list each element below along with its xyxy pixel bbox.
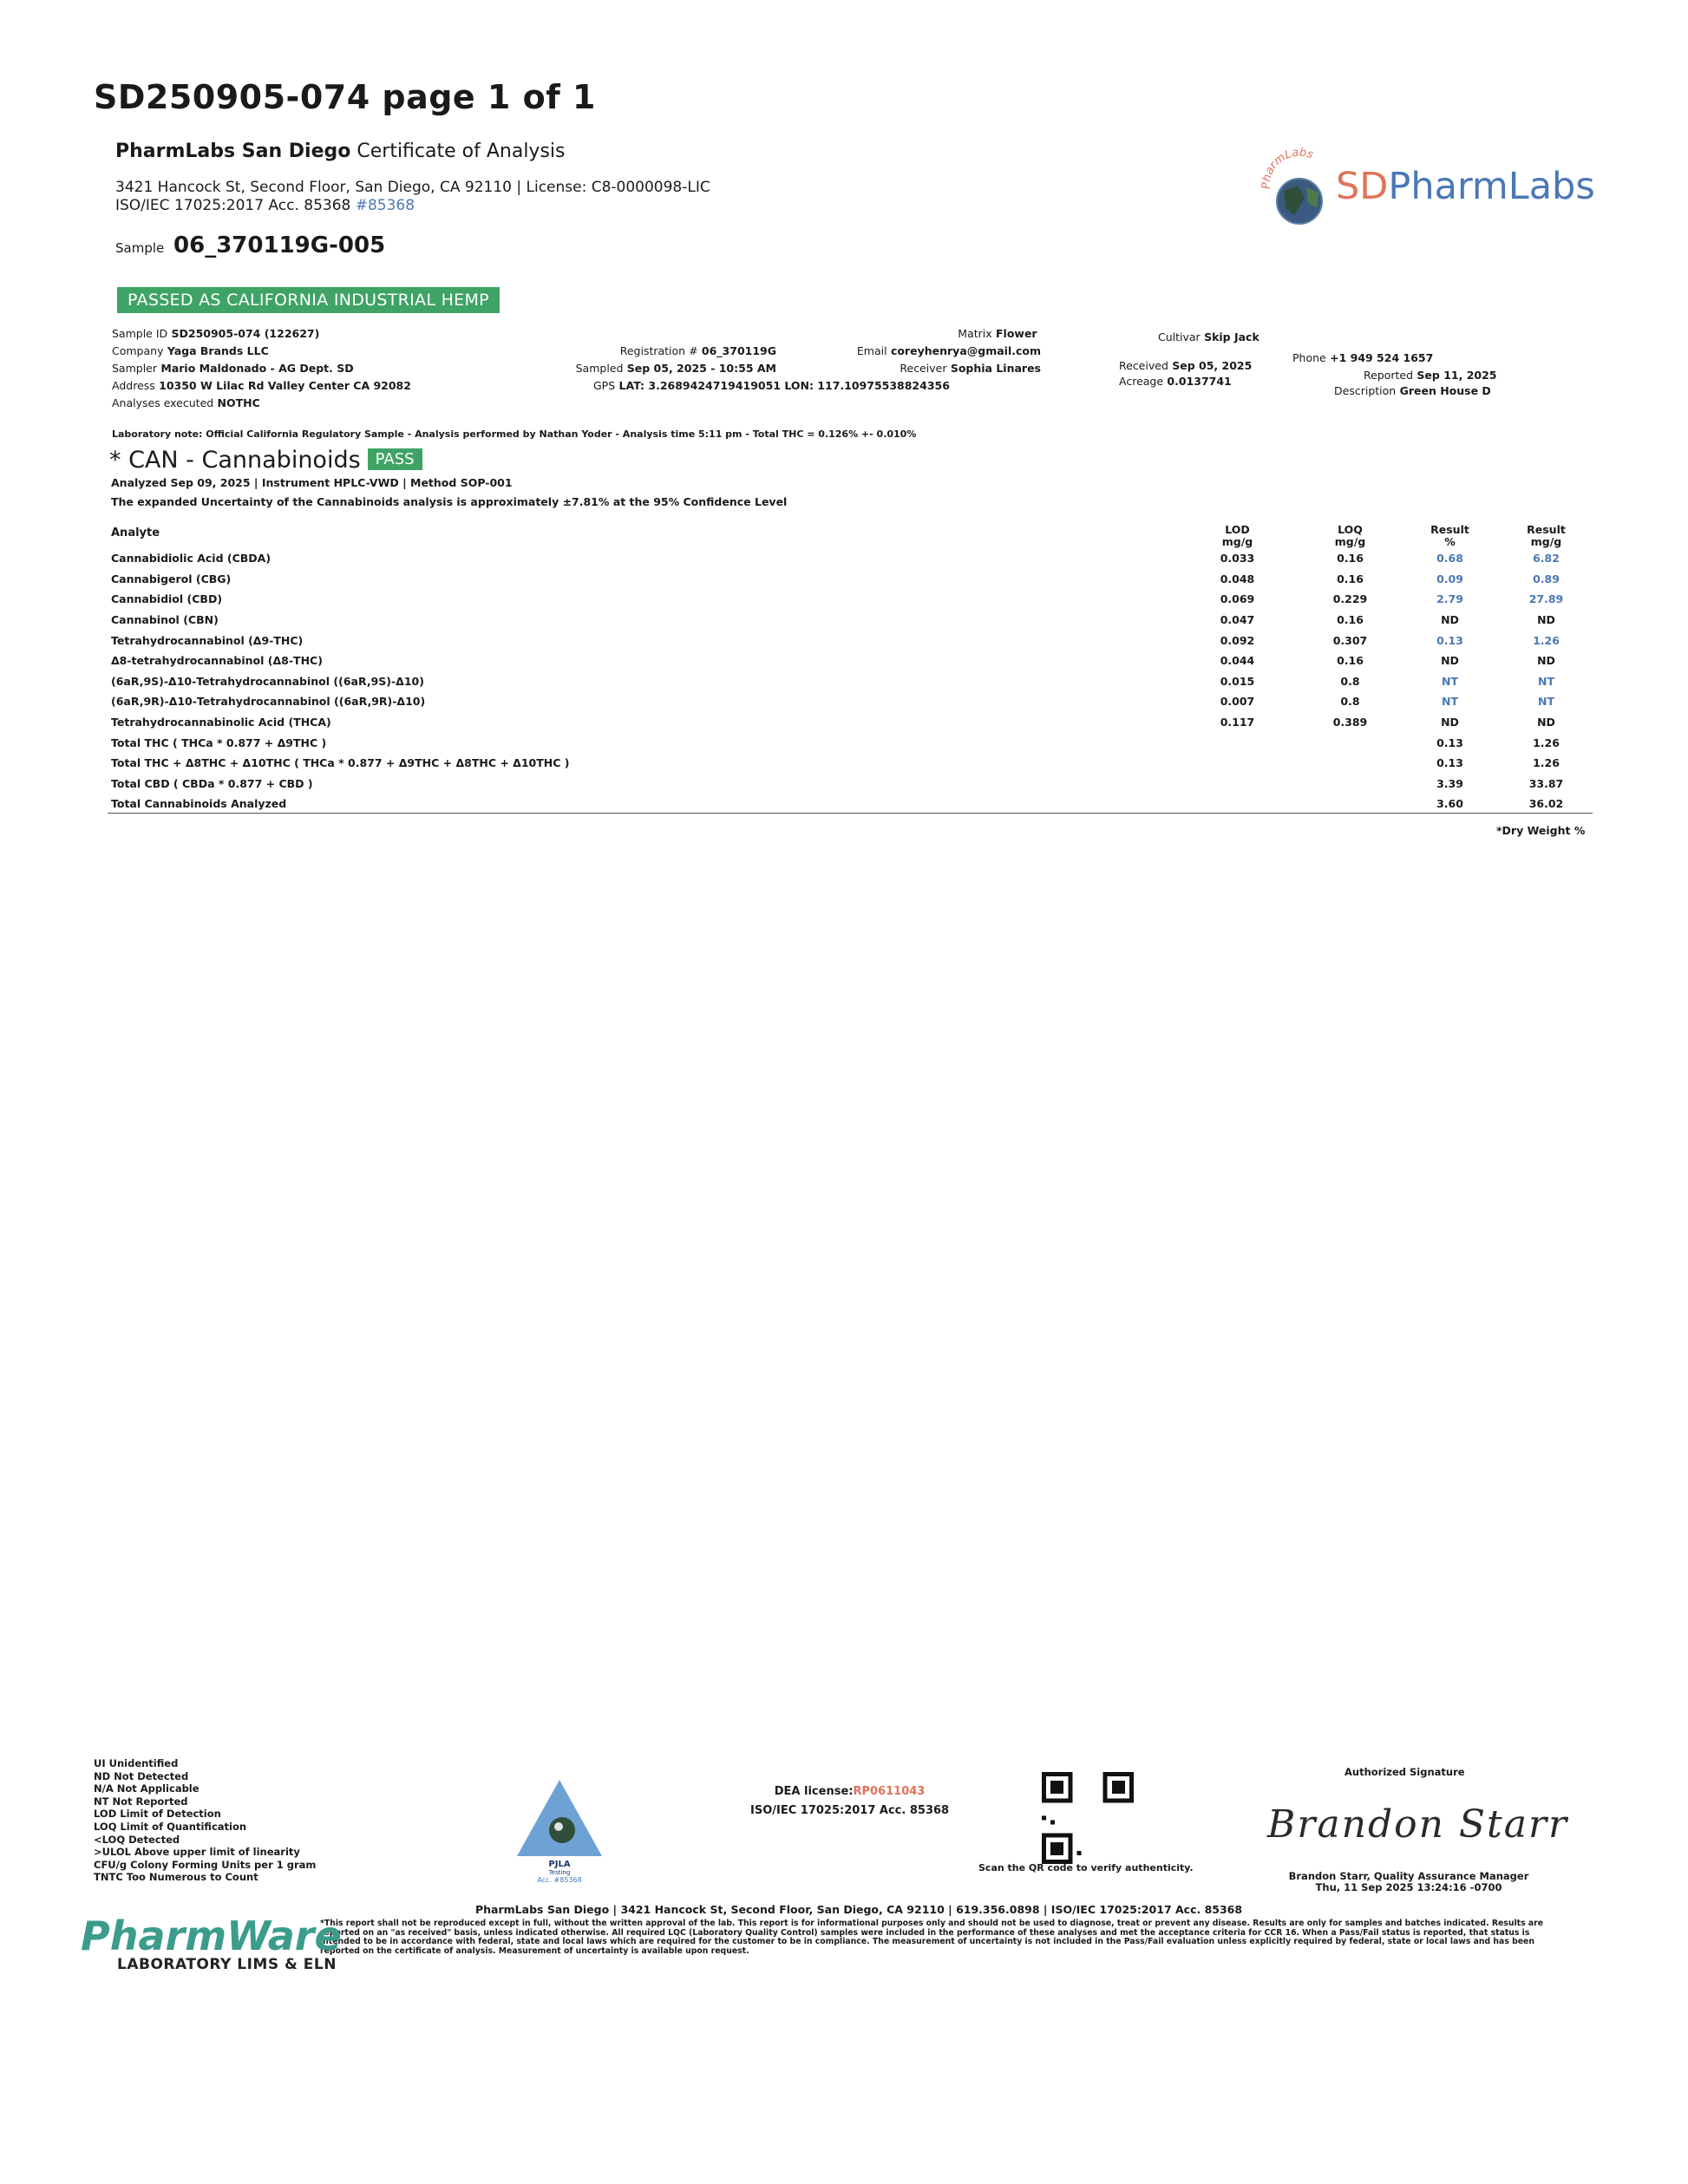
totals-row bbox=[108, 794, 1593, 814]
pharmware-logo bbox=[81, 1913, 342, 1973]
loq-value: 0.16 bbox=[1337, 552, 1364, 566]
sdpharmlabs-logo bbox=[1259, 147, 1598, 234]
total-name: Total THC ( THCa * 0.877 + Δ9THC ) bbox=[111, 736, 327, 749]
uncertainty-note: The expanded Uncertainty of the Cannabinoids analysis is approximately ±7.81% at the 95% Confidence Level bbox=[111, 495, 788, 508]
loq-value: 0.389 bbox=[1332, 716, 1368, 729]
legend-item: CFU/g Colony Forming Units per 1 gram bbox=[94, 1858, 317, 1871]
description: Green House D bbox=[1399, 384, 1491, 397]
legend-item: ND Not Detected bbox=[94, 1769, 189, 1782]
lod-value: 0.044 bbox=[1220, 654, 1255, 668]
result-mg-value: ND bbox=[1537, 654, 1555, 668]
dea-license-code: RP0611043 bbox=[853, 1785, 926, 1798]
table-row bbox=[108, 610, 1593, 631]
sampler: Mario Maldonado - AG Dept. SD bbox=[160, 362, 354, 375]
handwritten-signature: Brandon Starr bbox=[1267, 1802, 1569, 1847]
lab-address-block bbox=[115, 179, 710, 215]
analyte-name: Tetrahydrocannabinolic Acid (THCA) bbox=[111, 716, 331, 729]
footer-address: PharmLabs San Diego | 3421 Hancock St, Second Floor, San Diego, CA 92110 | 619.356.0898 | ISO/IEC 17025:2017 Acc. 85368 bbox=[475, 1903, 1243, 1916]
registration-number: 06_370119G bbox=[701, 344, 776, 357]
total-mg-value: 33.87 bbox=[1528, 776, 1564, 790]
analyte-name: (6aR,9R)-Δ10-Tetrahydrocannabinol ((6aR,9R)-Δ10) bbox=[111, 695, 426, 709]
sample-info-col2-labels: Registration # 06_370119G Sampled Sep 05, 2025 - 10:55 AM bbox=[575, 344, 776, 375]
hemp-pass-banner: PASSED AS CALIFORNIA INDUSTRIAL HEMP bbox=[117, 287, 500, 313]
sample-info-col4: Cultivar Skip Jack Received Sep 05, 2025 Acreage 0.0137741 bbox=[1119, 330, 1259, 388]
gps-line: GPS LAT: 3.2689424719419051 LON: 117.10975538824356 bbox=[593, 379, 950, 392]
table-header-row bbox=[108, 519, 1593, 548]
sample-info-col1: Sample ID SD250905-074 (122627) Company Yaga Brands LLC Sampler Mario Maldonado - AG Dept. SD Address 10350 W Lilac Rd Valley Center CA 92082 Analyses executed NOTHC bbox=[112, 327, 411, 409]
table-row bbox=[108, 712, 1593, 733]
legend-item: >ULOL Above upper limit of linearity bbox=[94, 1846, 300, 1859]
qr-code-icon[interactable] bbox=[1042, 1772, 1134, 1864]
lod-value: 0.069 bbox=[1220, 592, 1255, 606]
reported-date: Sep 11, 2025 bbox=[1416, 369, 1497, 382]
legend-item: N/A Not Applicable bbox=[94, 1782, 200, 1795]
logo-wordmark: SDPharmLabs bbox=[1336, 165, 1595, 208]
sample-label: Sample bbox=[115, 240, 165, 256]
sample-info-col3: Matrix Flower Email coreyhenrya@gmail.com Receiver Sophia Linares bbox=[856, 327, 1041, 375]
lab-title bbox=[115, 141, 565, 162]
table-row bbox=[108, 548, 1593, 569]
lod-value: 0.007 bbox=[1220, 695, 1255, 709]
analyte-name: Cannabigerol (CBG) bbox=[111, 572, 232, 585]
result-mg-value: ND bbox=[1537, 716, 1555, 729]
total-mg-value: 1.26 bbox=[1533, 736, 1560, 749]
legend-item: LOQ Limit of Quantification bbox=[94, 1820, 247, 1833]
analyses-executed: NOTHC bbox=[217, 396, 260, 409]
table-row bbox=[108, 589, 1593, 610]
totals-row bbox=[108, 774, 1593, 794]
table-row bbox=[108, 630, 1593, 651]
result-pct-value: 2.79 bbox=[1436, 592, 1463, 606]
dea-license-block: DEA license:RP0611043 ISO/IEC 17025:2017 Acc. 85368 bbox=[750, 1782, 949, 1821]
table-row bbox=[108, 651, 1593, 671]
lod-value: 0.117 bbox=[1220, 716, 1255, 729]
total-name: Total THC + Δ8THC + Δ10THC ( THCa * 0.877 + Δ9THC + Δ8THC + Δ10THC ) bbox=[111, 756, 570, 770]
table-bottom-rule bbox=[108, 813, 1593, 814]
result-mg-value: NT bbox=[1538, 674, 1554, 688]
sample-number: 06_370119G-005 bbox=[173, 232, 386, 258]
result-mg-value: 27.89 bbox=[1528, 592, 1564, 606]
phone: +1 949 524 1657 bbox=[1330, 351, 1434, 364]
matrix: Flower bbox=[996, 327, 1037, 340]
totals-row bbox=[108, 753, 1593, 774]
total-pct-value: 3.60 bbox=[1436, 797, 1463, 811]
loq-value: 0.8 bbox=[1340, 674, 1360, 688]
col-header-result-mg: Result mg/g bbox=[1527, 523, 1566, 548]
col-header-result-pct: Result % bbox=[1430, 523, 1469, 548]
pjla-sub: Testing bbox=[548, 1869, 571, 1876]
pharmware-tagline: LABORATORY LIMS & ELN bbox=[117, 1956, 337, 1973]
signature-timestamp: Thu, 11 Sep 2025 13:24:16 -0700 bbox=[1315, 1881, 1502, 1893]
sample-id: SD250905-074 (122627) bbox=[171, 327, 320, 340]
analyte-name: (6aR,9S)-Δ10-Tetrahydrocannabinol ((6aR,9S)-Δ10) bbox=[111, 674, 424, 688]
legend-item: <LOQ Detected bbox=[94, 1833, 180, 1846]
result-pct-value: NT bbox=[1442, 674, 1458, 688]
sample-info-col5: Phone +1 949 524 1657 Reported Sep 11, 2025 Description Green House D bbox=[1292, 351, 1497, 397]
company: Yaga Brands LLC bbox=[167, 344, 269, 357]
cultivar: Skip Jack bbox=[1204, 330, 1259, 343]
document-id: SD250905-074 page 1 of 1 bbox=[94, 78, 596, 116]
qr-caption: Scan the QR code to verify authenticity. bbox=[978, 1862, 1194, 1873]
signer-block bbox=[1282, 1871, 1535, 1893]
total-name: Total CBD ( CBDa * 0.877 + CBD ) bbox=[111, 776, 313, 790]
logo-arc-text: PharmLabs bbox=[1259, 147, 1315, 190]
globe-logo-icon bbox=[1259, 147, 1338, 234]
acreage: 0.0137741 bbox=[1167, 375, 1232, 388]
pjla-acc: Acc. #85368 bbox=[537, 1876, 582, 1884]
verification-qr-code[interactable] bbox=[1042, 1772, 1134, 1867]
result-mg-value: ND bbox=[1537, 613, 1555, 627]
legend-item: UI Unidentified bbox=[94, 1757, 179, 1769]
legend-item: LOD Limit of Detection bbox=[94, 1808, 221, 1821]
result-mg-value: NT bbox=[1538, 695, 1554, 709]
cannabinoids-section-title: * CAN - Cannabinoids PASS bbox=[109, 447, 422, 474]
pjla-name: PJLA bbox=[548, 1860, 571, 1869]
lod-value: 0.048 bbox=[1220, 572, 1255, 585]
result-pct-value: 0.13 bbox=[1436, 633, 1463, 647]
legal-disclaimer: *This report shall not be reproduced except in full, without the written approval of the lab. This report is for informational purposes only and should not be used to diagnose, treat or prevent any disease. Results are only for samples and batches indicated. Results are reported on an "as received" basis, unless indicated otherwise. All required LQC (Laboratory Quality Control) samples were included in the performance of these analyses and met the acceptance criteria for CCR 16. When a Pass/Fail status is reported, that status is intended to be in accordance with federal, state and local laws which are required for the customer to be in compliance. The measurement of uncertainty is not included in the Pass/Fail evaluation unless explicitly required by federal, state or local laws and has been reported on the certificate of analysis. Measurement of uncertainty is available upon request. bbox=[320, 1919, 1544, 1956]
loq-value: 0.307 bbox=[1332, 633, 1368, 647]
received-date: Sep 05, 2025 bbox=[1172, 359, 1253, 372]
analyte-name: Cannabinol (CBN) bbox=[111, 613, 219, 627]
iso-accreditation: ISO/IEC 17025:2017 Acc. 85368 #85368 bbox=[115, 197, 415, 214]
lod-value: 0.033 bbox=[1220, 552, 1255, 566]
sampled-date: Sep 05, 2025 - 10:55 AM bbox=[626, 362, 776, 375]
cannabinoids-results-table bbox=[108, 519, 1593, 814]
signer-name: Brandon Starr, Quality Assurance Manager bbox=[1288, 1870, 1529, 1882]
receiver: Sophia Linares bbox=[950, 362, 1041, 375]
lab-name: PharmLabs San Diego bbox=[115, 141, 351, 162]
result-pct-value: 0.09 bbox=[1436, 572, 1463, 585]
analyte-name: Cannabidiol (CBD) bbox=[111, 592, 223, 606]
lab-address: 3421 Hancock St, Second Floor, San Diego, CA 92110 | License: C8-0000098-LIC bbox=[115, 179, 710, 196]
loq-value: 0.229 bbox=[1332, 592, 1368, 606]
total-name: Total Cannabinoids Analyzed bbox=[111, 797, 287, 811]
cannabinoids-pass-badge: PASS bbox=[368, 448, 422, 470]
result-mg-value: 6.82 bbox=[1533, 552, 1560, 566]
sample-heading bbox=[115, 232, 385, 258]
dry-weight-note: *Dry Weight % bbox=[1496, 824, 1586, 837]
dea-iso: ISO/IEC 17025:2017 Acc. 85368 bbox=[750, 1804, 950, 1817]
lod-value: 0.092 bbox=[1220, 633, 1255, 647]
result-mg-value: 1.26 bbox=[1533, 633, 1560, 647]
total-pct-value: 3.39 bbox=[1436, 776, 1463, 790]
email: coreyhenrya@gmail.com bbox=[890, 344, 1041, 357]
result-pct-value: 0.68 bbox=[1436, 552, 1463, 566]
table-row bbox=[108, 671, 1593, 692]
result-pct-value: NT bbox=[1442, 695, 1458, 709]
loq-value: 0.8 bbox=[1340, 695, 1360, 709]
total-mg-value: 36.02 bbox=[1528, 797, 1564, 811]
authorized-signature-label: Authorized Signature bbox=[1345, 1766, 1465, 1778]
table-row bbox=[108, 691, 1593, 712]
loq-value: 0.16 bbox=[1337, 572, 1364, 585]
gps-coordinates: LAT: 3.2689424719419051 LON: 117.10975538824356 bbox=[618, 379, 950, 392]
analysis-details: Analyzed Sep 09, 2025 | Instrument HPLC-VWD | Method SOP-001 bbox=[111, 476, 513, 489]
laboratory-note: Laboratory note: Official California Regulatory Sample - Analysis performed by Nathan Yoder - Analysis time 5:11 pm - Total THC = 0.126% +- 0.010% bbox=[112, 428, 917, 440]
result-mg-value: 0.89 bbox=[1533, 572, 1560, 585]
lod-value: 0.015 bbox=[1220, 674, 1255, 688]
analyte-name: Tetrahydrocannabinol (Δ9-THC) bbox=[111, 633, 304, 647]
col-header-lod: LOD mg/g bbox=[1221, 523, 1253, 548]
result-pct-value: ND bbox=[1441, 716, 1459, 729]
total-pct-value: 0.13 bbox=[1436, 736, 1463, 749]
table-row bbox=[108, 569, 1593, 590]
analyte-name: Cannabidiolic Acid (CBDA) bbox=[111, 552, 272, 566]
loq-value: 0.16 bbox=[1337, 654, 1364, 668]
loq-value: 0.16 bbox=[1337, 613, 1364, 627]
lod-value: 0.047 bbox=[1220, 613, 1255, 627]
legend-item: NT Not Reported bbox=[94, 1795, 188, 1808]
analyte-name: Δ8-tetrahydrocannabinol (Δ8-THC) bbox=[111, 654, 323, 668]
result-pct-value: ND bbox=[1441, 654, 1459, 668]
totals-row bbox=[108, 732, 1593, 753]
pjla-accreditation-icon bbox=[512, 1776, 607, 1885]
result-pct-value: ND bbox=[1441, 613, 1459, 627]
col-header-loq: LOQ mg/g bbox=[1334, 523, 1366, 548]
pharmware-wordmark: PharmWare bbox=[81, 1913, 342, 1959]
client-address: 10350 W Lilac Rd Valley Center CA 92082 bbox=[159, 379, 411, 392]
document-type: Certificate of Analysis bbox=[357, 141, 566, 162]
total-pct-value: 0.13 bbox=[1436, 756, 1463, 770]
total-mg-value: 1.26 bbox=[1533, 756, 1560, 770]
pjla-logo bbox=[512, 1776, 607, 1888]
accreditation-link[interactable]: #85368 bbox=[355, 197, 415, 214]
col-header-analyte: Analyte bbox=[111, 526, 160, 539]
legend-item: TNTC Too Numerous to Count bbox=[94, 1871, 258, 1884]
abbreviation-legend bbox=[94, 1757, 316, 1884]
